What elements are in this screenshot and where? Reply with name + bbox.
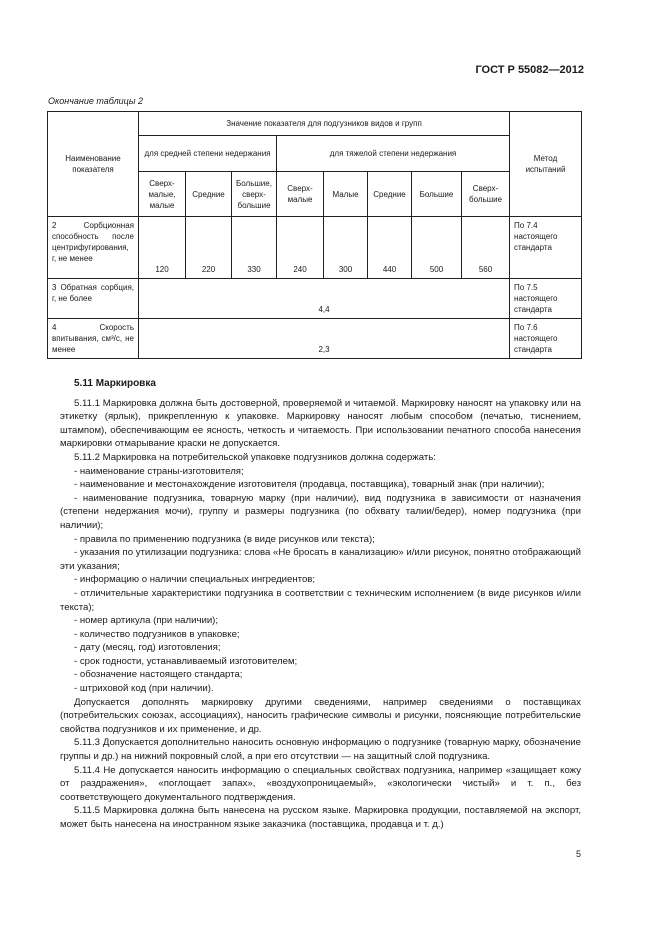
row-name: 2 Сорбционная способность после центрифугирования, г, не менее [48, 217, 139, 279]
value-cell: 220 [186, 217, 232, 279]
header-severe: для тяжелой степени недержания [277, 136, 510, 172]
section-title: 5.11 Маркировка [74, 378, 156, 389]
row-method: По 7.5 настоящего стандарта [510, 279, 582, 319]
subheader-cell: Большие [412, 172, 462, 217]
section-body [60, 377, 581, 832]
paragraph: Допускается дополнять маркировку другими сведениями, например сведениями о поставщиках (потребительских союзах, ассоциациях), наносить графические символы и рисунки, поясняющие потребительские свойства подгузников и их применение, и др. [60, 696, 581, 735]
paragraph: 5.11.2 Маркировка на потребительской упаковке подгузников должна содержать: [74, 451, 436, 463]
value-cell: 120 [139, 217, 186, 279]
value-cell-merged: 2,3 [139, 319, 510, 359]
header-name: Наименование показателя [48, 112, 139, 217]
paragraph: 5.11.4 Не допускается наносить информацию о специальных свойствах подгузника, например «защищает кожу от раздражения», «поглощает запах», «воздухопроницаемый», «экологически чистый» и т. п., без соответствующего документального подтверждения. [60, 764, 581, 803]
header-medium: для средней степени недержания [139, 136, 277, 172]
paragraph: 5.11.1 Маркировка должна быть достоверной, проверяемой и читаемой. Маркировку наносят на упаковку или на этикетку (ярлык), прикрепленную к упаковке. Маркировку наносят любым способом (печатью, тиснением, штампом), обеспечивающим ее ясность, четкость и читаемость. При использовании печатного способа нанесения маркировки отмарывание краски не допускается. [60, 397, 581, 450]
document-header: ГОСТ Р 55082—2012 [475, 64, 584, 76]
value-cell: 560 [462, 217, 510, 279]
subheader-cell: Малые [324, 172, 368, 217]
row-name: 3 Обратная сорбция, г, не более [48, 279, 139, 319]
list-item: - информацию о наличии специальных ингредиентов; [74, 574, 316, 586]
value-cell: 330 [232, 217, 277, 279]
page-number: 5 [575, 849, 581, 859]
paragraph: 5.11.5 Маркировка должна быть нанесена на русском языке. Маркировка продукции, поставляемой на экспорт, может быть нанесена на иностранном языке заказчика (поставщика, продавца и т. д.) [60, 805, 581, 830]
subheader-cell: Сверх-малые, малые [139, 172, 186, 217]
value-cell: 440 [368, 217, 412, 279]
indicators-table [47, 111, 582, 359]
table-row [48, 279, 582, 319]
table-row [48, 217, 582, 279]
row-method: По 7.6 настоящего стандарта [510, 319, 582, 359]
header-method: Метод испытаний [510, 112, 582, 217]
row-method: По 7.4 настоящего стандарта [510, 217, 582, 279]
list-item: - количество подгузников в упаковке; [74, 628, 240, 640]
value-cell: 500 [412, 217, 462, 279]
subheader-cell: Сверх-большие [462, 172, 510, 217]
list-item: - отличительные характеристики подгузника в соответствии с техническим исполнением (в виде рисунков и/или текста); [60, 587, 581, 613]
list-item: - дату (месяц, год) изготовления; [74, 642, 221, 654]
subheader-cell: Большие, сверх-большие [232, 172, 277, 217]
subheader-cell: Средние [368, 172, 412, 217]
subheader-cell: Средние [186, 172, 232, 217]
list-item: - наименование страны-изготовителя; [74, 465, 244, 477]
table-row [48, 319, 582, 359]
table-caption: Окончание таблицы 2 [48, 96, 143, 106]
paragraph: 5.11.3 Допускается дополнительно наносить основную информацию о подгузнике (товарную марку, обозначение группы и др.) на нижний покровный слой, а при его отсутствии — на защитный слой подгузника. [60, 737, 581, 763]
list-item: - наименование подгузника, товарную марку (при наличии), вид подгузника в зависимости от назначения (степени недержания мочи), группу и размеры подгузника (по обхвату талии/бедер), номер подгузника (при наличии); [60, 492, 581, 531]
value-cell: 240 [277, 217, 324, 279]
list-item: - наименование и местонахождение изготовителя (продавца, поставщика), товарный знак (при наличии); [74, 479, 545, 491]
list-item: - обозначение настоящего стандарта; [74, 669, 243, 681]
list-item: - правила по применению подгузника (в виде рисунков или текста); [74, 533, 375, 545]
subheader-cell: Сверх-малые [277, 172, 324, 217]
header-value: Значение показателя для подгузников видов и групп [139, 112, 510, 136]
value-cell-merged: 4,4 [139, 279, 510, 319]
list-item: - срок годности, устанавливаемый изготовителем; [74, 655, 298, 667]
list-item: - штриховой код (при наличии). [74, 683, 214, 695]
list-item: - номер артикула (при наличии); [74, 615, 219, 627]
row-name: 4 Скорость впитывания, см³/с, не менее [48, 319, 139, 359]
list-item: - указания по утилизации подгузника: слова «Не бросать в канализацию» и/или рисунок, понятно отображающий эти указания; [60, 547, 581, 572]
value-cell: 300 [324, 217, 368, 279]
